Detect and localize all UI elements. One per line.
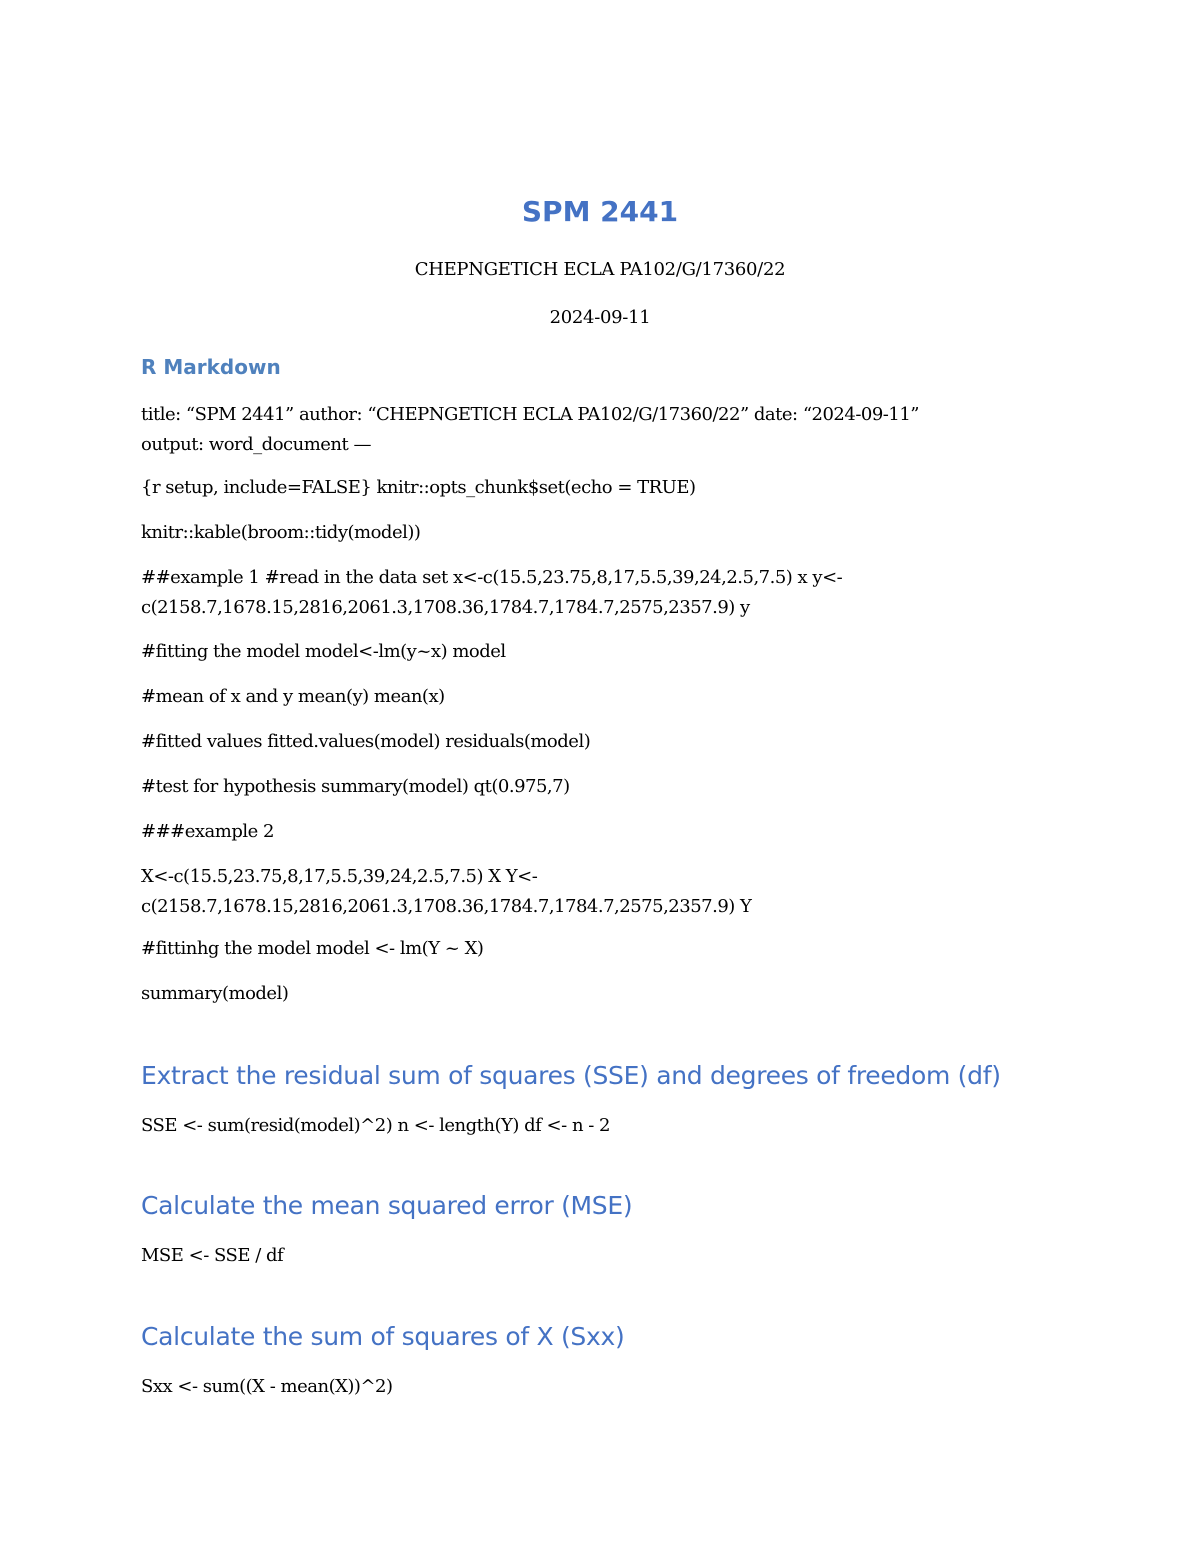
paragraph-means: #mean of x and y mean(y) mean(x): [141, 686, 445, 707]
document-title: SPM 2441: [521, 195, 679, 228]
code-sse: SSE <- sum(resid(model)^2) n <- length(Y) df <- n - 2: [141, 1115, 611, 1136]
paragraph-hypothesis-test: #test for hypothesis summary(model) qt(0.975,7): [141, 776, 570, 797]
paragraph-example-2-data: X<-c(15.5,23.75,8,17,5.5,39,24,2.5,7.5) X Y<- c(2158.7,1678.15,2816,2061.3,1708.36,1784.7,1784.7,2575,2357.9) Y: [141, 866, 752, 917]
paragraph-example-1-data: ##example 1 #read in the data set x<-c(15.5,23.75,8,17,5.5,39,24,2.5,7.5) x y<- c(2158.7,1678.15,2816,2061.3,1708.36,1784.7,1784.7,2575,2357.9) y: [141, 567, 843, 618]
paragraph-yaml-header: title: “SPM 2441” author: “CHEPNGETICH ECLA PA102/G/17360/22” date: “2024-09-11” output: word_document —: [141, 404, 919, 455]
document-author: CHEPNGETICH ECLA PA102/G/17360/22: [414, 259, 786, 280]
heading-sse: Extract the residual sum of squares (SSE) and degrees of freedom (df): [141, 1061, 1001, 1090]
document-date: 2024-09-11: [549, 307, 651, 328]
code-sxx: Sxx <- sum((X - mean(X))^2): [141, 1376, 393, 1397]
heading-sxx: Calculate the sum of squares of X (Sxx): [141, 1322, 625, 1351]
paragraph-summary: summary(model): [141, 983, 289, 1004]
paragraph-fitting-model: #fitting the model model<-lm(y~x) model: [141, 641, 506, 662]
paragraph-fitted-values: #fitted values fitted.values(model) residuals(model): [141, 731, 591, 752]
paragraph-kable: knitr::kable(broom::tidy(model)): [141, 522, 421, 543]
paragraph-fitting-model-2: #fittinhg the model model <- lm(Y ~ X): [141, 938, 484, 959]
paragraph-setup-chunk: {r setup, include=FALSE} knitr::opts_chunk$set(echo = TRUE): [141, 477, 696, 498]
paragraph-example-2: ###example 2: [141, 821, 274, 842]
section-heading-r-markdown: R Markdown: [141, 355, 281, 379]
code-mse: MSE <- SSE / df: [141, 1245, 284, 1266]
heading-mse: Calculate the mean squared error (MSE): [141, 1191, 633, 1220]
